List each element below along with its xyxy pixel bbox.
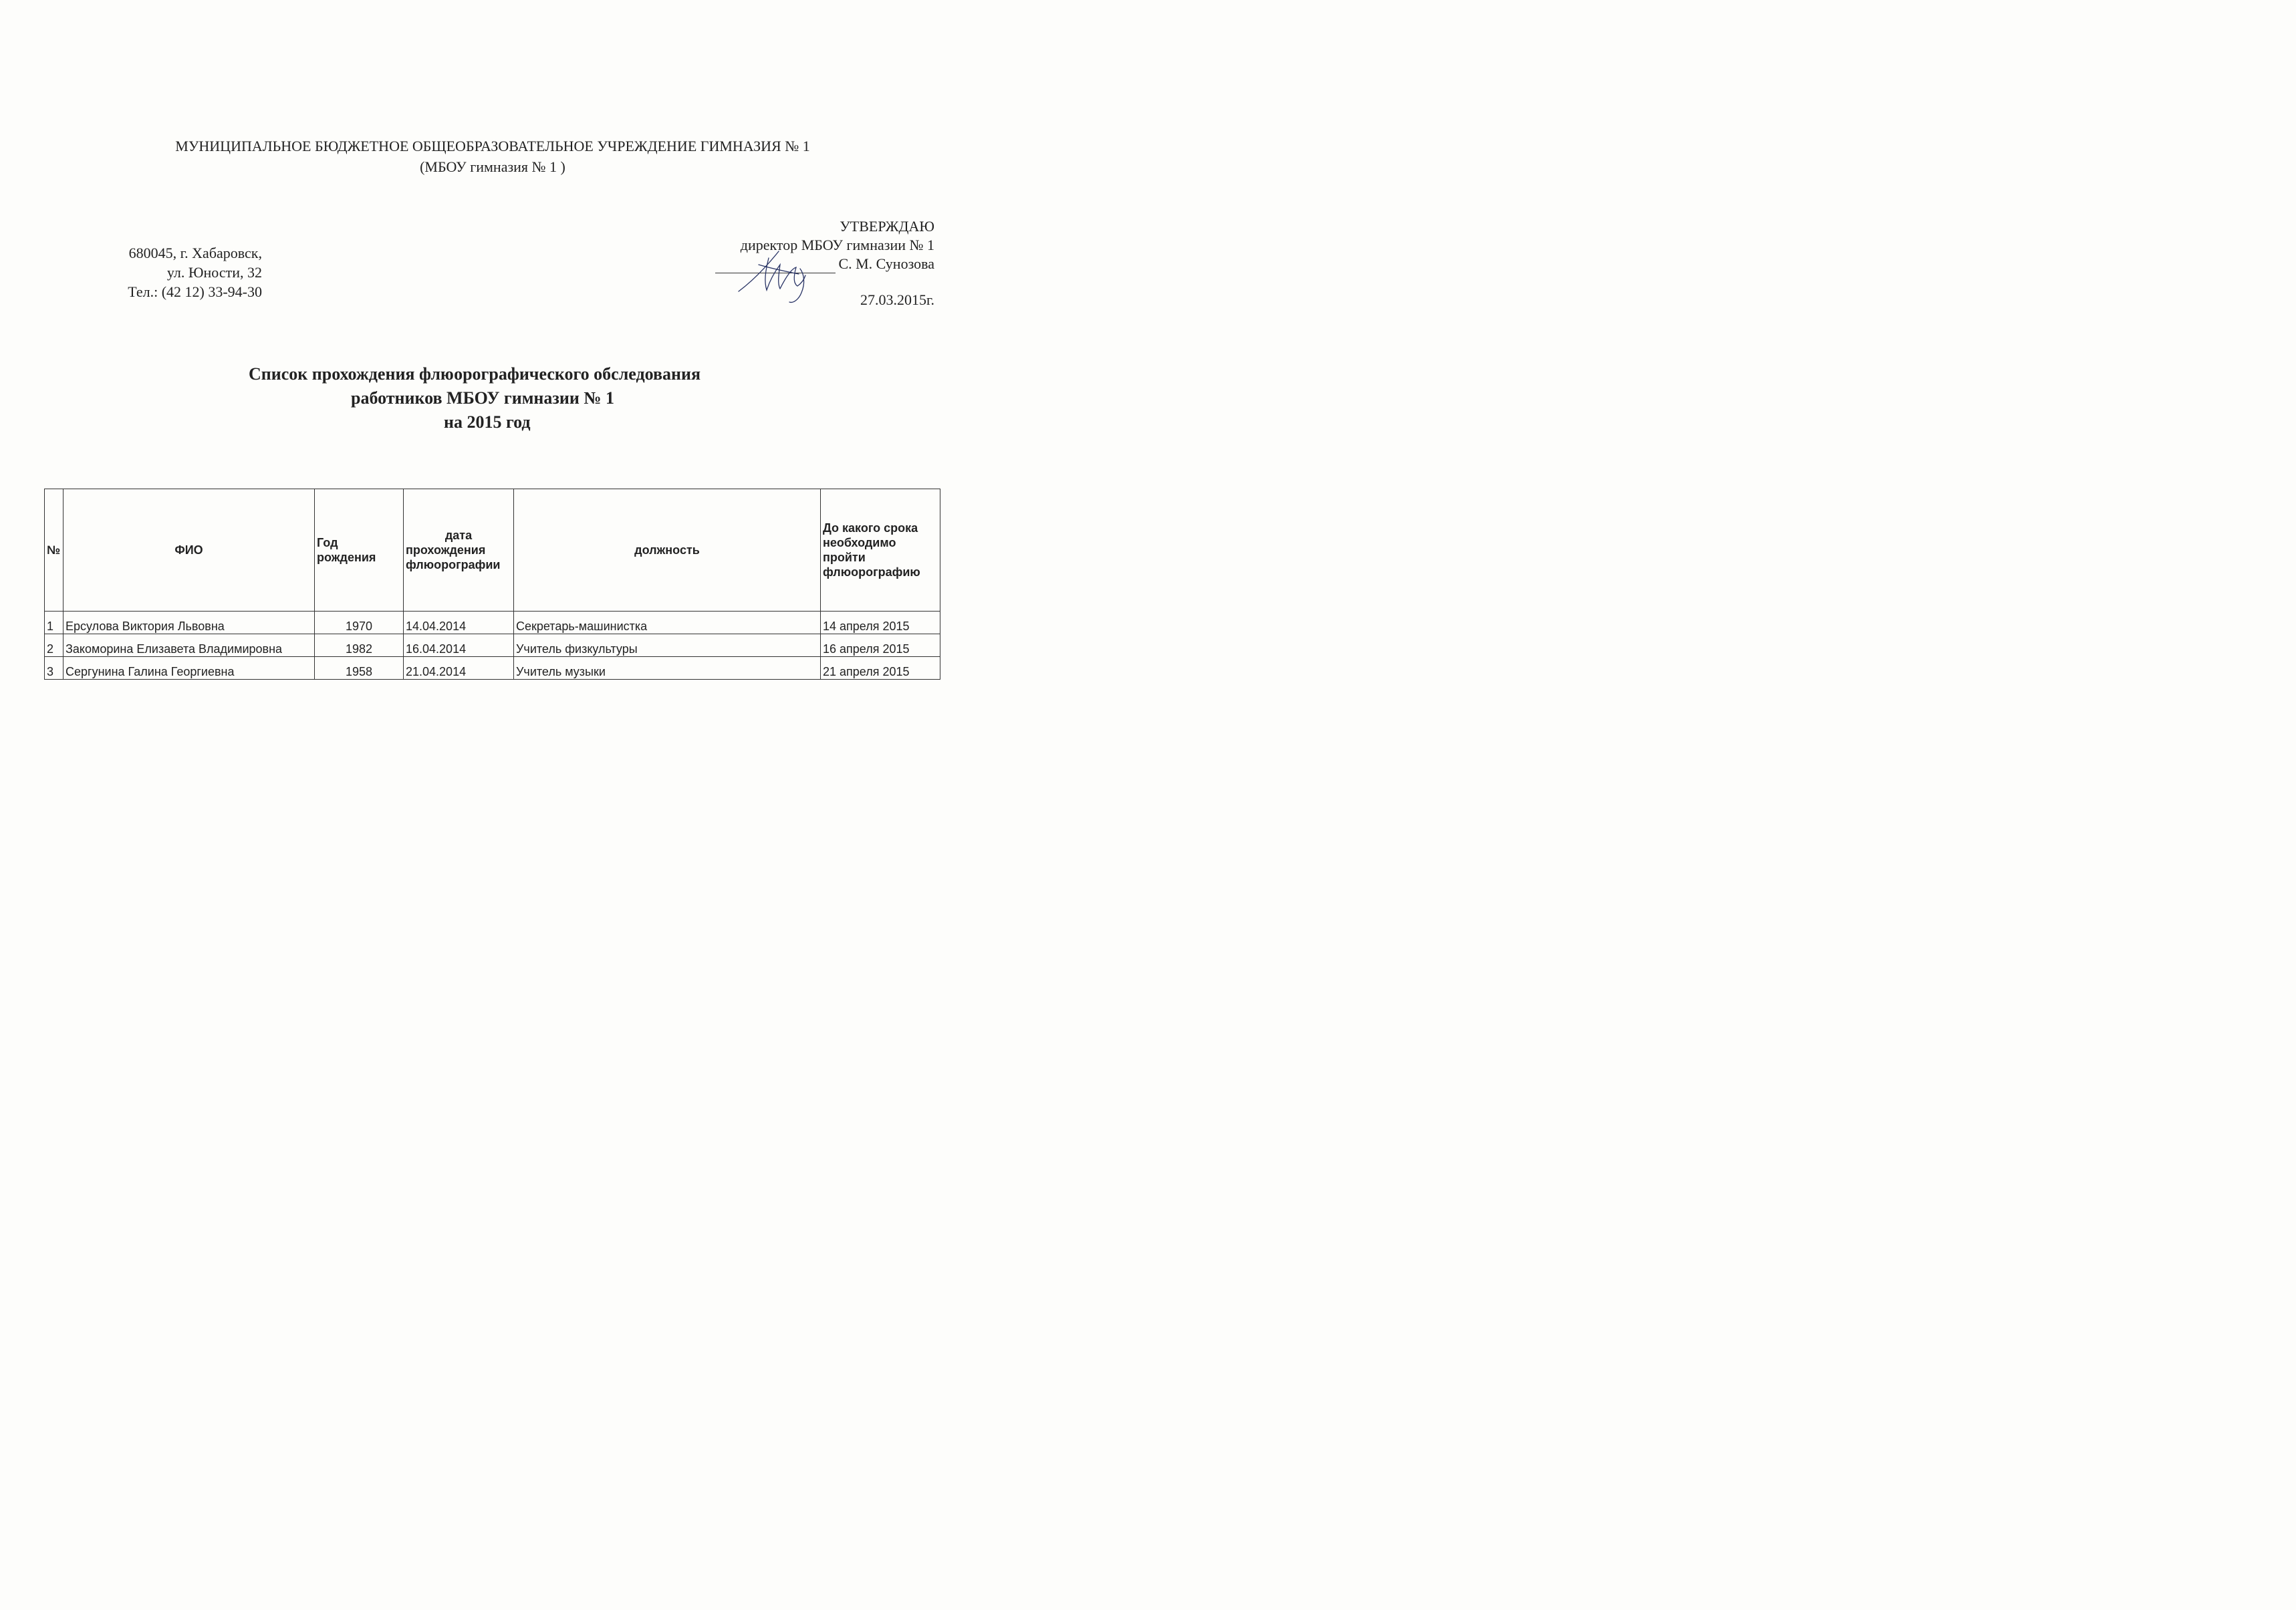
cell-deadline: 21 апреля 2015 bbox=[821, 657, 940, 680]
approval-signatory: С. М. Сунозова bbox=[838, 255, 934, 272]
handwritten-signature bbox=[732, 245, 825, 308]
cell-num: 1 bbox=[45, 612, 63, 634]
header-birth-year-line: рождения bbox=[317, 551, 376, 564]
cell-birth-year: 1958 bbox=[315, 657, 404, 680]
header-exam-date-line: флюорографии bbox=[406, 558, 501, 571]
table-row bbox=[45, 634, 940, 657]
table-header-row bbox=[45, 489, 940, 612]
address-block bbox=[87, 243, 262, 301]
fluorography-table bbox=[44, 489, 940, 680]
table-row bbox=[45, 657, 940, 680]
header-birth-year-line: Год bbox=[317, 536, 338, 549]
cell-num: 3 bbox=[45, 657, 63, 680]
document-page bbox=[0, 0, 1048, 735]
title-line1: Список прохождения флюорографического обследования bbox=[249, 364, 701, 384]
cell-birth-year: 1982 bbox=[315, 634, 404, 657]
cell-deadline: 16 апреля 2015 bbox=[821, 634, 940, 657]
address-line2: ул. Юности, 32 bbox=[166, 264, 262, 281]
cell-position: Учитель физкультуры bbox=[514, 634, 821, 657]
header-deadline-line: До какого срока bbox=[823, 521, 918, 535]
header-exam-date-line: дата bbox=[444, 529, 473, 542]
header-birth-year bbox=[315, 489, 404, 612]
title-line3: на 2015 год bbox=[444, 412, 531, 432]
address-line1: 680045, г. Хабаровск, bbox=[128, 245, 262, 261]
organization-full-name: МУНИЦИПАЛЬНОЕ БЮДЖЕТНОЕ ОБЩЕОБРАЗОВАТЕЛЬНОЕ УЧРЕЖДЕНИЕ ГИМНАЗИЯ № 1 bbox=[175, 138, 810, 154]
cell-num: 2 bbox=[45, 634, 63, 657]
header-deadline-line: необходимо bbox=[823, 536, 896, 549]
cell-exam-date: 21.04.2014 bbox=[404, 657, 514, 680]
cell-position: Учитель музыки bbox=[514, 657, 821, 680]
cell-deadline: 14 апреля 2015 bbox=[821, 612, 940, 634]
title-line2: работников МБОУ гимназии № 1 bbox=[351, 388, 614, 408]
header-num: № bbox=[45, 489, 63, 612]
header-exam-date-line: прохождения bbox=[406, 543, 486, 557]
approval-heading: УТВЕРЖДАЮ bbox=[840, 218, 934, 235]
cell-fio: Сергунина Галина Георгиевна bbox=[63, 657, 315, 680]
approval-position: директор МБОУ гимназии № 1 bbox=[740, 237, 934, 253]
header-deadline-line: флюорографию bbox=[823, 565, 920, 579]
approval-date: 27.03.2015г. bbox=[860, 291, 934, 308]
header-deadline bbox=[821, 489, 940, 612]
address-phone: Тел.: (42 12) 33-94-30 bbox=[128, 283, 262, 300]
organization-header bbox=[0, 136, 985, 177]
header-deadline-line: пройти bbox=[823, 551, 866, 564]
cell-exam-date: 14.04.2014 bbox=[404, 612, 514, 634]
cell-birth-year: 1970 bbox=[315, 612, 404, 634]
cell-position: Секретарь-машинистка bbox=[514, 612, 821, 634]
organization-short-name: (МБОУ гимназия № 1 ) bbox=[420, 158, 565, 175]
header-fio: ФИО bbox=[63, 489, 315, 612]
cell-fio: Закоморина Елизавета Владимировна bbox=[63, 634, 315, 657]
cell-exam-date: 16.04.2014 bbox=[404, 634, 514, 657]
header-exam-date bbox=[404, 489, 514, 612]
header-position: должность bbox=[514, 489, 821, 612]
cell-fio: Ерсулова Виктория Львовна bbox=[63, 612, 315, 634]
table-row bbox=[45, 612, 940, 634]
